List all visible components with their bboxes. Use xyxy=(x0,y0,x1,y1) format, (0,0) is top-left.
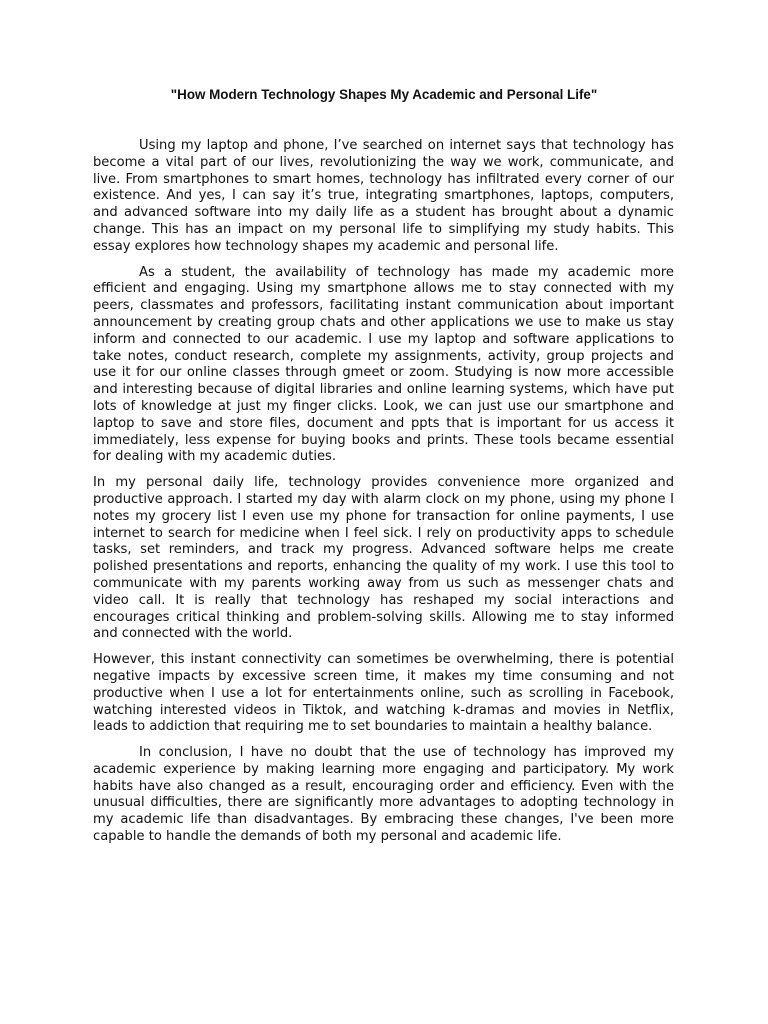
essay-title: "How Modern Technology Shapes My Academic and Personal Life" xyxy=(170,87,598,102)
paragraph-personal-life: In my personal daily life, technology provides convenience more organized and productive approach. I started my day with alarm clock on my phone, using my phone I notes my grocery list I even use my phone for transaction for online payments, I use internet to search for medicine when I feel sick. I rely on productivity apps to schedule tasks, set reminders, and track my progress. Advanced software helps me create polished presentations and reports, enhancing the quality of my work. I use this tool to communicate with my parents working away from us such as messenger chats and video call. It is really that technology has reshaped my social interactions and encourages critical thinking and problem-solving skills. Allowing me to stay informed and connected with the world. xyxy=(93,475,674,642)
paragraph-academic-life: As a student, the availability of technology has made my academic more efficient and engaging. Using my smartphone allows me to stay connected with my peers, classmates and professors, facilitating instant communication about important announcement by creating group chats and other applications we use to make us stay inform and connected to our academic. I use my laptop and software applications to take notes, conduct research, complete my assignments, activity, group projects and use it for our online classes through gmeet or zoom. Studying is now more accessible and interesting because of digital libraries and online learning systems, which have put lots of knowledge at just my finger clicks. Look, we can just use our smartphone and laptop to save and store files, document and ppts that is important for us access it immediately, less expense for buying books and prints. These tools became essential for dealing with my academic duties. xyxy=(93,264,674,465)
paragraph-introduction: Using my laptop and phone, I’ve searched on internet says that technology has become a vital part of our lives, revolutionizing the way we work, communicate, and live. From smartphones to smart homes, technology has infiltrated every corner of our existence. And yes, I can say it’s true, integrating smartphones, laptops, computers, and advanced software into my daily life as a student has brought about a dynamic change. This has an impact on my personal life to simplifying my study habits. This essay explores how technology shapes my academic and personal life. xyxy=(93,138,674,254)
paragraph-negative-impacts: However, this instant connectivity can sometimes be overwhelming, there is potential negative impacts by excessive screen time, it makes my time consuming and not productive when I use a lot for entertainments online, such as scrolling in Facebook, watching interested videos in Tiktok, and watching k-dramas and movies in Netflix, leads to addiction that requiring me to set boundaries to maintain a healthy balance. xyxy=(93,652,674,735)
essay-body xyxy=(93,138,674,855)
paragraph-conclusion: In conclusion, I have no doubt that the use of technology has improved my academic experience by making learning more engaging and participatory. My work habits have also changed as a result, encouraging order and efficiency. Even with the unusual difficulties, there are significantly more advantages to adopting technology in my academic life than disadvantages. By embracing these changes, I've been more capable to handle the demands of both my personal and academic life. xyxy=(93,745,674,845)
